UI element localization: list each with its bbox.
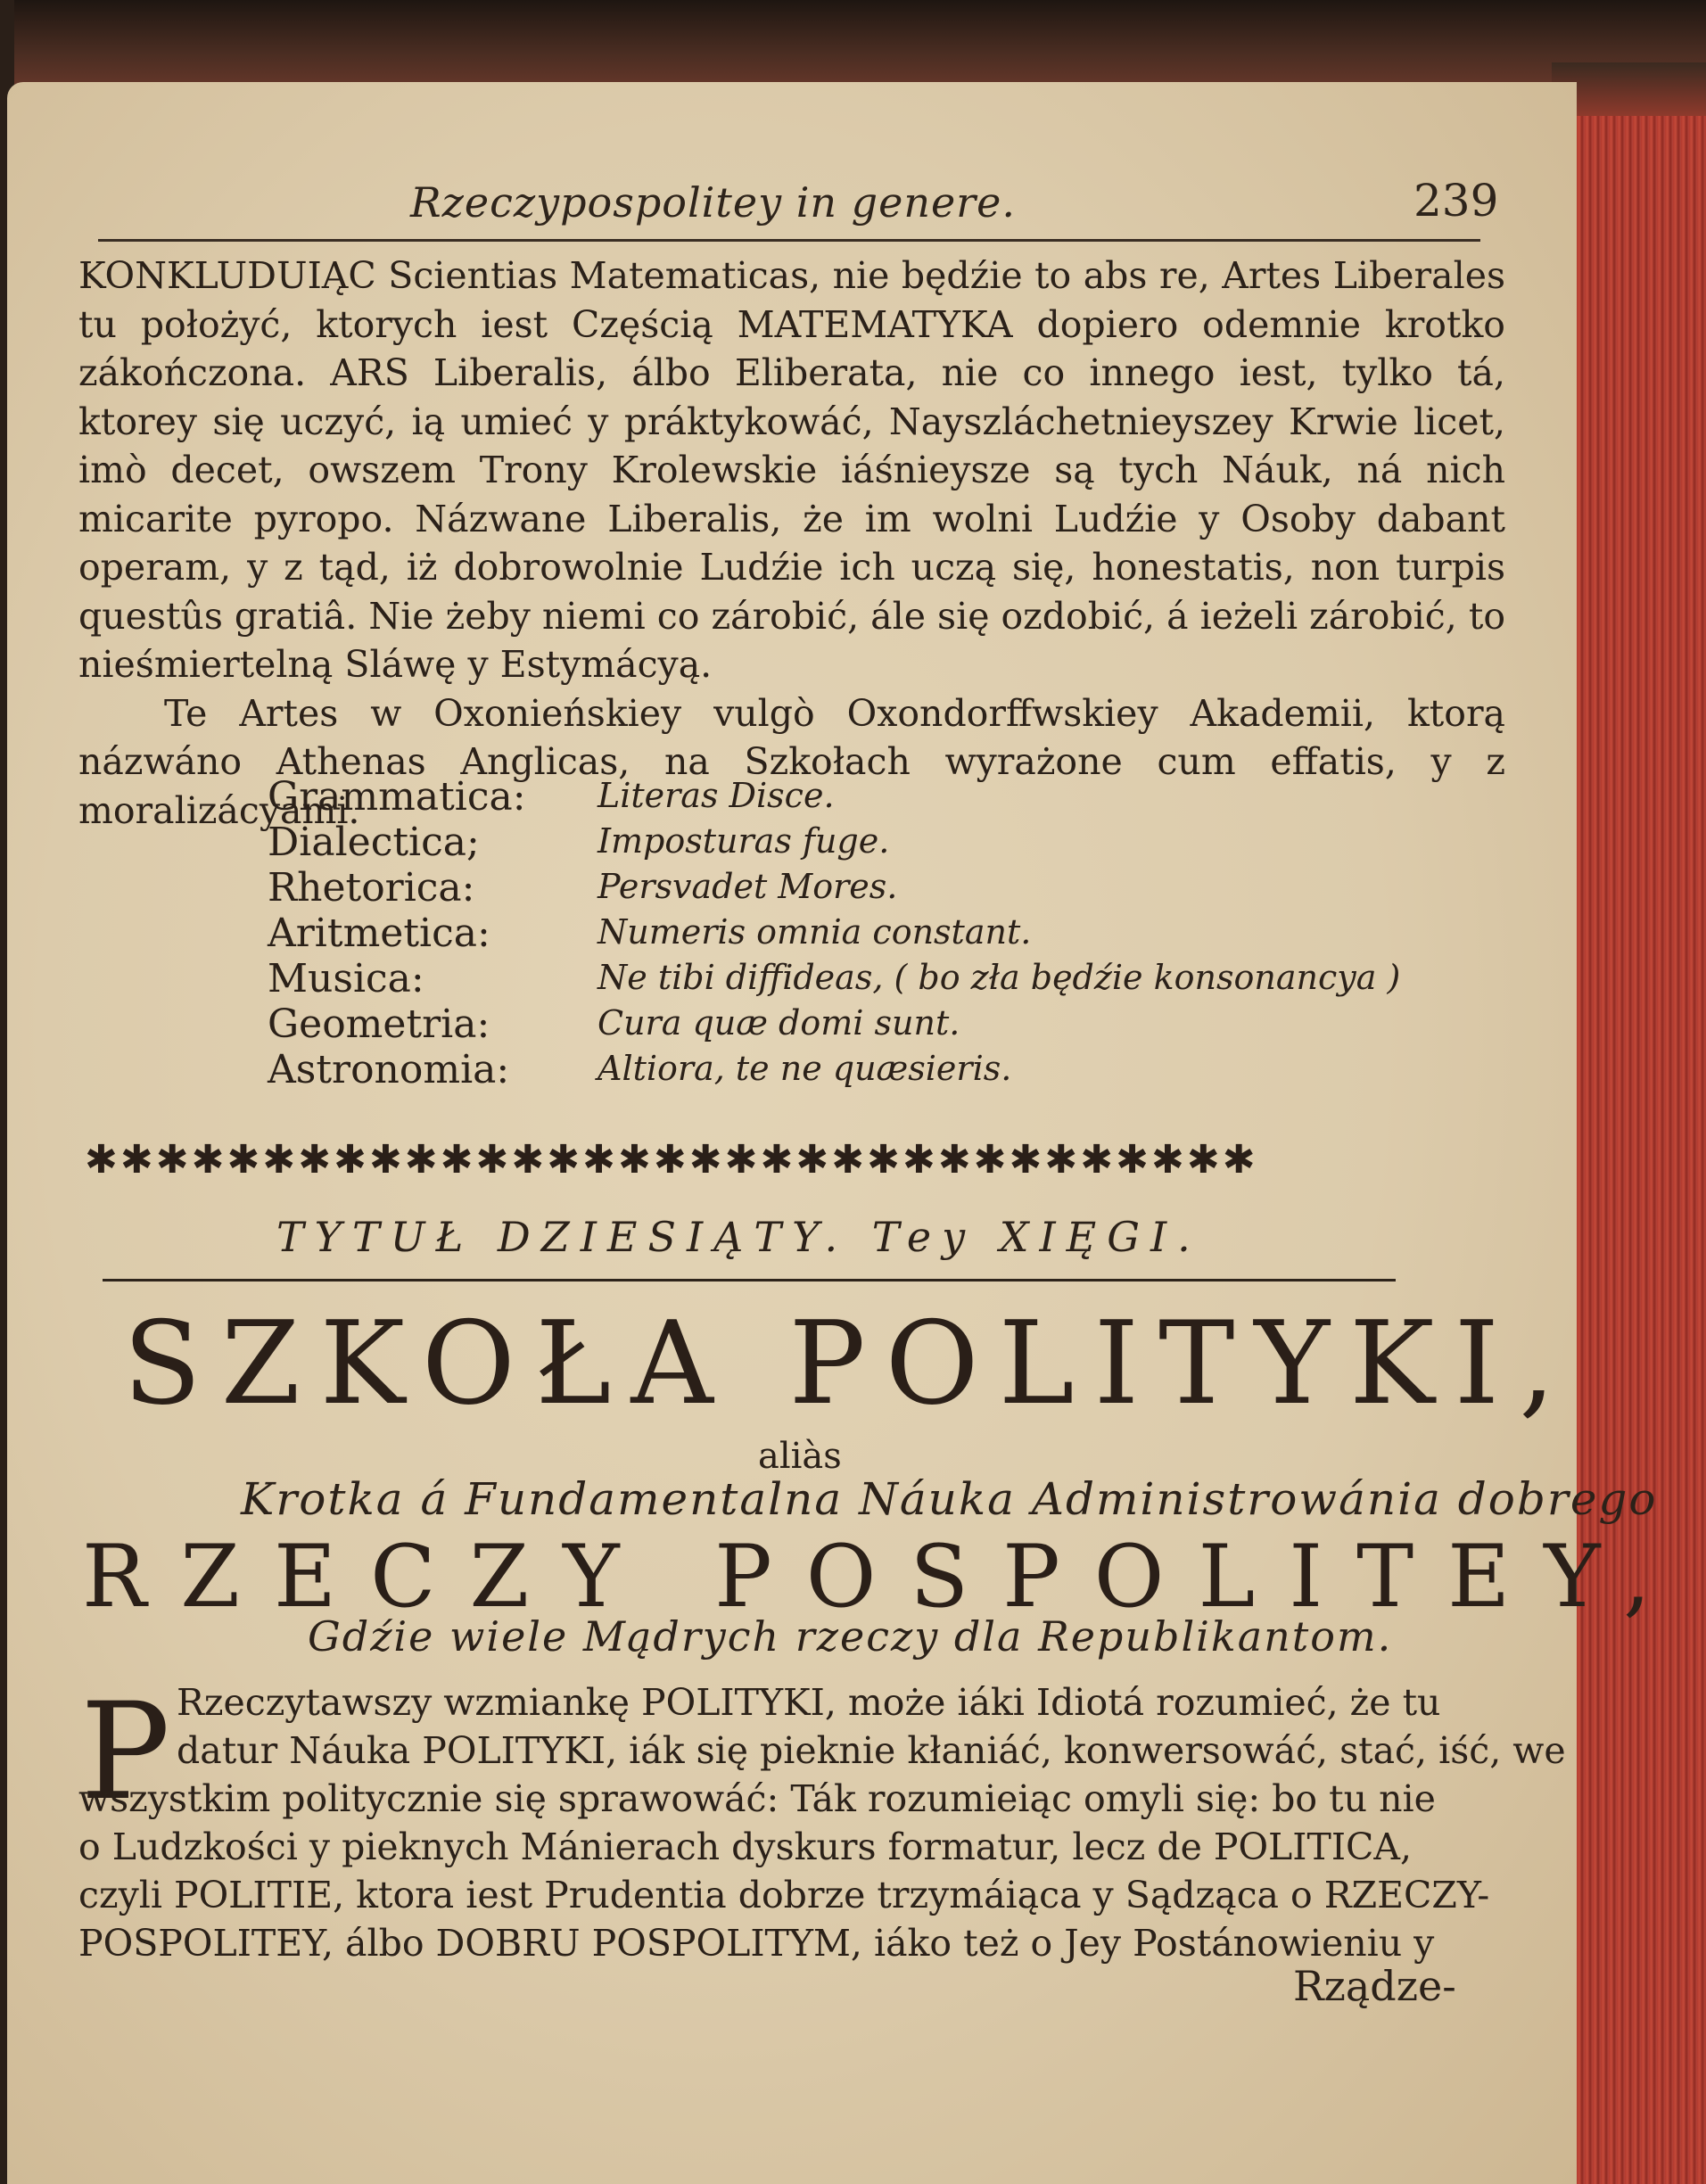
konkluduiac-paragraph: KONKLUDUIĄC Scientias Matematicas, nie będźie to abs re, Artes Liberales tu położyć, ktorych iest Częścią MATEMATYKA dopiero odemnie krotko zákończona. ARS Liberalis, álbo Eliberata, nie co innego iest, tylko tá, ktorey się uczyć, ią umieć y práktykowáć, Nayszláchetnieyszey Krwie licet, imò decet, owszem Trony Krolewskie iáśnieysze są tych Náuk, ná nich micarite pyropo. Názwane Liberalis, że im wolni Ludźie y Osoby dabant operam, y z tąd, iż dobrowolnie Ludźie ich uczą się, honestatis, non turpis questûs gratiâ. Nie żeby niemi co zárobić, ále się ozdobić, á ieżeli zárobić, to nieśmiertelną Sláwę y Estymácyą.	[78, 254, 1505, 686]
arts-row	[259, 865, 1525, 911]
art-motto: Altiora, te ne quæsieris.	[598, 1049, 1012, 1088]
drop-cap: P	[80, 1675, 170, 1830]
art-motto: Imposturas fuge.	[598, 821, 890, 861]
art-motto: Literas Disce.	[598, 776, 835, 815]
art-name: Rhetorica:	[268, 865, 475, 911]
title-motto: Gdźie wiele Mądrych rzeczy dla Republikantom.	[308, 1612, 1393, 1661]
arts-row	[259, 956, 1525, 1002]
art-name: Astronomia:	[268, 1047, 510, 1092]
art-name: Musica:	[268, 956, 424, 1001]
art-name: Dialectica;	[268, 820, 480, 865]
text-line: o Ludzkości y pieknych Mánierach dyskurs formatur, lecz de POLITICA,	[78, 1825, 1413, 1868]
arts-row	[259, 774, 1525, 820]
arts-row	[259, 1047, 1525, 1093]
art-motto: Numeris omnia constant.	[598, 912, 1032, 952]
chapter-subtitle: TYTUŁ DZIESIĄTY. Tey XIĘGI.	[276, 1213, 1201, 1261]
second-title: RZECZY POSPOLITEY,	[82, 1527, 1685, 1627]
page-number: 239	[1413, 175, 1499, 227]
art-name: Geometria:	[268, 1001, 490, 1047]
arts-row	[259, 911, 1525, 957]
arts-row	[259, 820, 1525, 866]
text-line: czyli POLITIE, ktora iest Prudentia dobrze trzymáiąca y Sądząca o RZECZY-	[78, 1874, 1490, 1916]
text-line: Rzeczytawszy wzmiankę POLITYKI, może iáki Idiotá rozumieć, że tu	[177, 1681, 1441, 1724]
art-motto: Persvadet Mores.	[598, 867, 898, 906]
body-text	[78, 234, 1505, 835]
title-description: Krotka á Fundamentalna Náuka Administrowánia dobrego	[241, 1473, 1658, 1525]
oxford-paragraph: Te Artes w Oxonieńskiey vulgò Oxondorffwskiey Akademii, ktorą názwáno Athenas Anglicas, na Szkołach wyrażone cum effatis, y z moralizácyami.	[78, 691, 1505, 832]
art-motto: Cura quæ domi sunt.	[598, 1003, 960, 1043]
chapter-title: SZKOŁA POLITYKI,	[123, 1298, 1575, 1430]
alias-word: aliàs	[758, 1436, 842, 1477]
text-line: wszystkim politycznie się sprawowáć: Ták rozumieiąc omyli się: bo tu nie	[78, 1777, 1436, 1820]
subtitle-rule	[103, 1279, 1396, 1282]
text-line: datur Náuka POLITYKI, iák się pieknie kłaniáć, konwersowáć, stać, iść, we	[177, 1729, 1566, 1772]
opening-paragraph	[78, 1675, 1566, 1967]
art-motto: Ne tibi diffideas, ( bo zła będźie konsonancya )	[598, 958, 1401, 997]
catchword: Rządze-	[1293, 1962, 1456, 2010]
art-name: Grammatica:	[268, 774, 526, 820]
arts-row	[259, 1001, 1525, 1048]
text-line: POSPOLITEY, álbo DOBRU POSPOLITYM, iáko też o Jey Postánowieniu y	[78, 1922, 1435, 1965]
ornament-row: ✱✱✱✱✱✱✱✱✱✱✱✱✱✱✱✱✱✱✱✱✱✱✱✱✱✱✱✱✱✱✱✱✱	[85, 1137, 1258, 1183]
art-name: Aritmetica:	[268, 911, 490, 956]
running-head: Rzeczypospolitey in genere.	[410, 178, 1017, 227]
